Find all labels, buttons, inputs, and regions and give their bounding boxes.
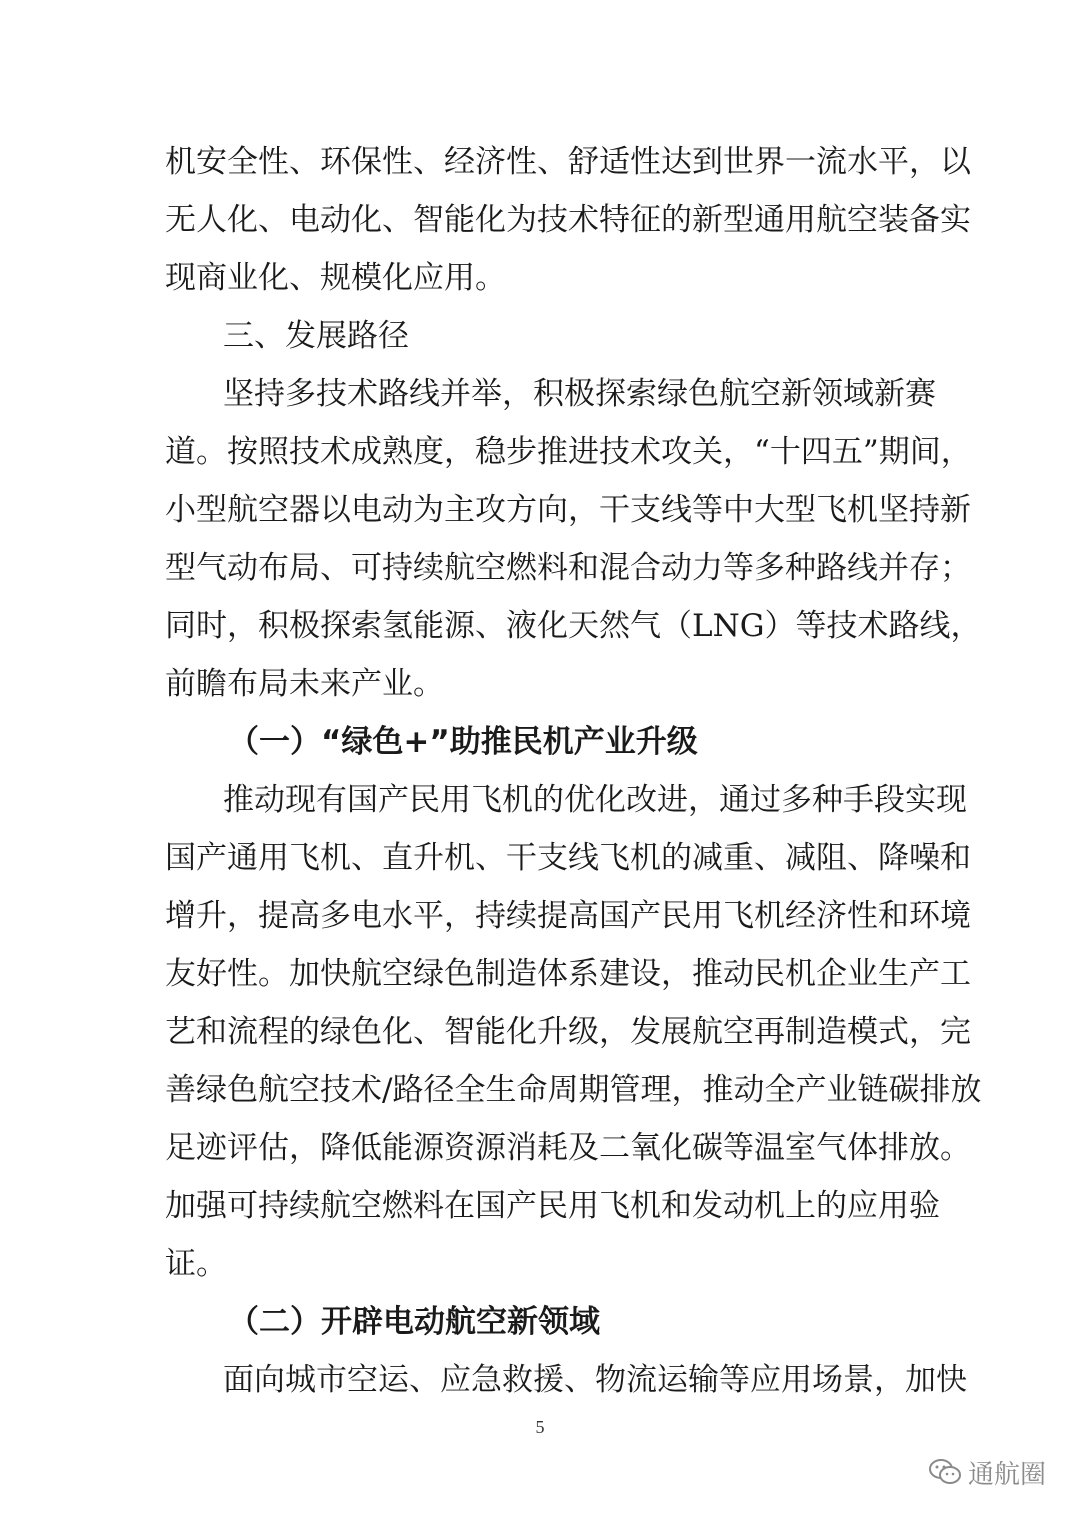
paragraph-line: 推动现有国产民用飞机的优化改进，通过多种手段实现 xyxy=(223,782,967,818)
paragraph-line: 小型航空器以电动为主攻方向，干支线等中大型飞机坚持新 xyxy=(165,492,971,528)
paragraph-line: 坚持多技术路线并举，积极探索绿色航空新领域新赛 xyxy=(223,376,936,412)
paragraph-line: 无人化、电动化、智能化为技术特征的新型通用航空装备实 xyxy=(165,202,971,238)
paragraph-line: 型气动布局、可持续航空燃料和混合动力等多种路线并存； xyxy=(165,550,971,586)
subsection-heading: （二）开辟电动航空新领域 xyxy=(228,1304,600,1340)
watermark-text: 通航圈 xyxy=(968,1459,1047,1490)
paragraph-line: 前瞻布局未来产业。 xyxy=(165,666,444,702)
paragraph-line: 面向城市空运、应急救援、物流运输等应用场景，加快 xyxy=(223,1362,967,1398)
wechat-icon xyxy=(928,1457,962,1487)
paragraph-line: 加强可持续航空燃料在国产民用飞机和发动机上的应用验 xyxy=(165,1188,940,1224)
paragraph-line: 现商业化、规模化应用。 xyxy=(165,260,506,296)
section-heading: 三、发展路径 xyxy=(223,318,409,354)
paragraph-line: 同时，积极探索氢能源、液化天然气（LNG）等技术路线， xyxy=(165,608,982,644)
subsection-heading: （一）“绿色+”助推民机产业升级 xyxy=(228,724,698,760)
paragraph-line: 道。按照技术成熟度，稳步推进技术攻关，“十四五”期间， xyxy=(165,434,972,470)
paragraph-line: 机安全性、环保性、经济性、舒适性达到世界一流水平，以 xyxy=(165,144,971,180)
paragraph-line: 证。 xyxy=(165,1246,227,1282)
page-number: 5 xyxy=(535,1417,545,1437)
paragraph-line: 国产通用飞机、直升机、干支线飞机的减重、减阻、降噪和 xyxy=(165,840,971,876)
paragraph-line: 增升，提高多电水平，持续提高国产民用飞机经济性和环境 xyxy=(165,898,971,934)
watermark xyxy=(928,1452,1046,1492)
paragraph-line: 足迹评估，降低能源资源消耗及二氧化碳等温室气体排放。 xyxy=(165,1130,971,1166)
paragraph-line: 善绿色航空技术/路径全生命周期管理，推动全产业链碳排放 xyxy=(165,1072,982,1108)
paragraph-line: 艺和流程的绿色化、智能化升级，发展航空再制造模式，完 xyxy=(165,1014,971,1050)
paragraph-line: 友好性。加快航空绿色制造体系建设，推动民机企业生产工 xyxy=(165,956,971,992)
